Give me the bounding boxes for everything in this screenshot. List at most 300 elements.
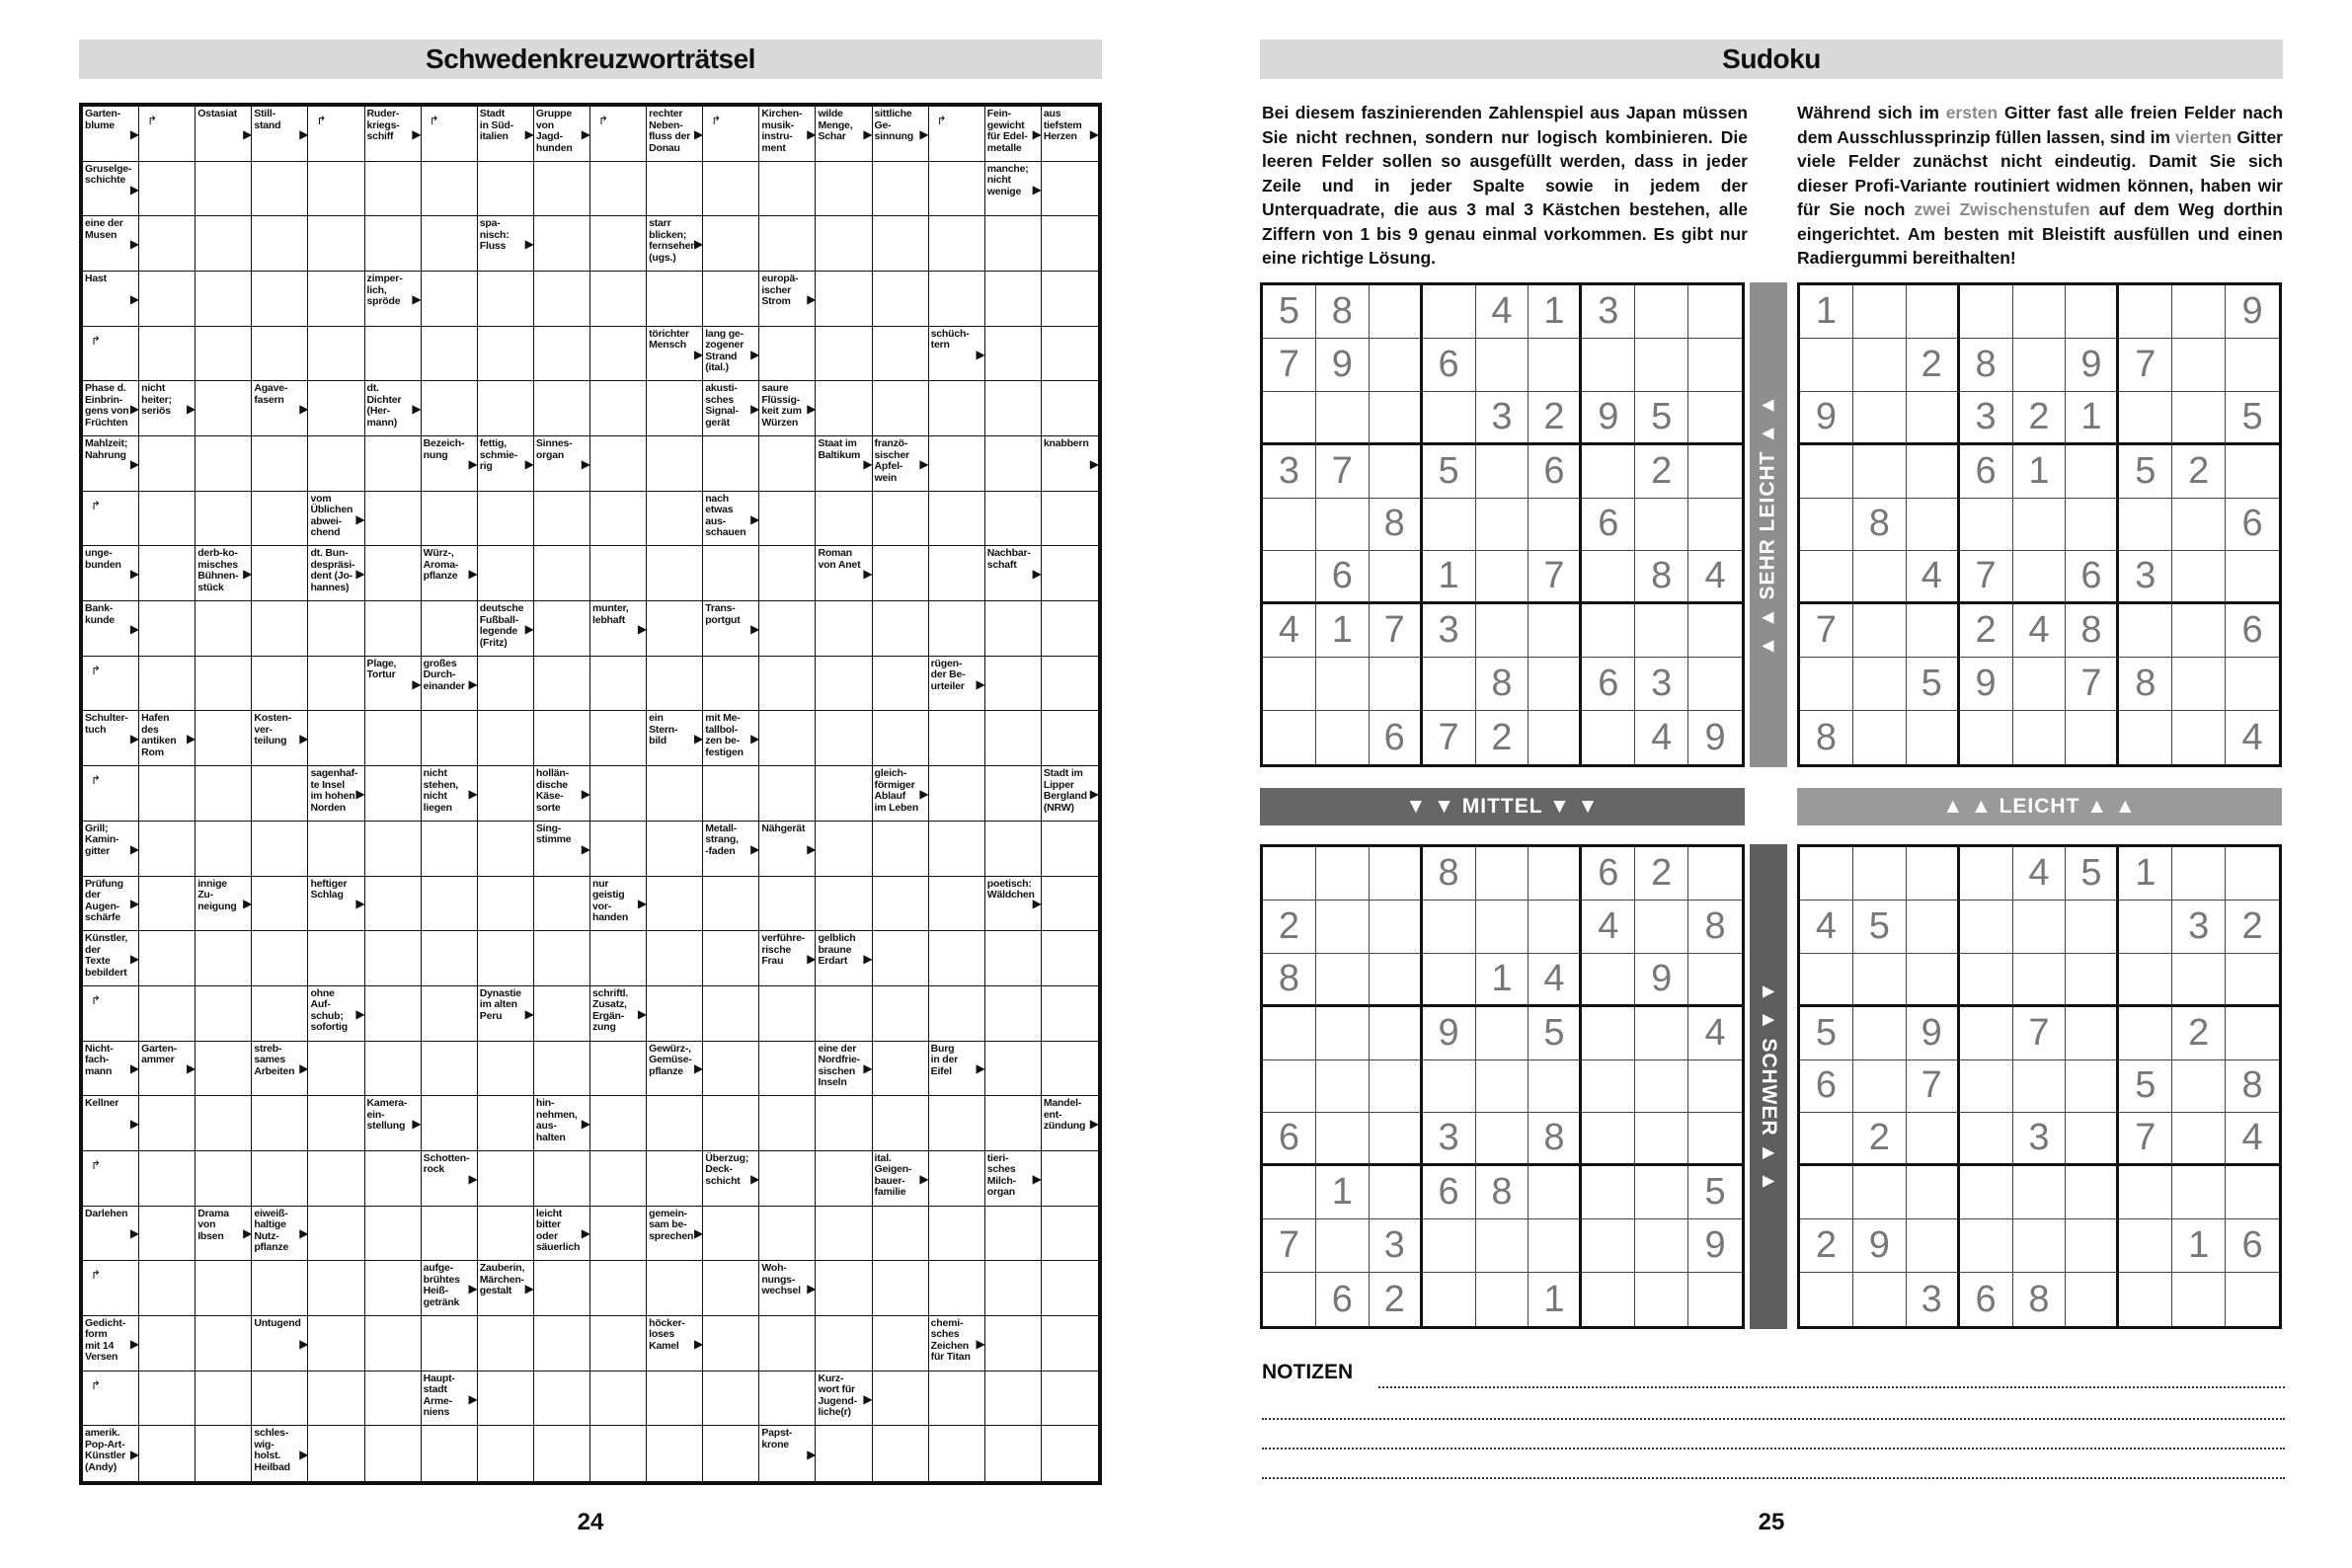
- crossword-answer-cell[interactable]: [873, 657, 929, 712]
- sudoku-empty-cell[interactable]: [1370, 954, 1423, 1007]
- sudoku-empty-cell[interactable]: [2066, 711, 2119, 764]
- crossword-answer-cell[interactable]: [1042, 327, 1098, 382]
- sudoku-empty-cell[interactable]: [1907, 1166, 1960, 1219]
- crossword-answer-cell[interactable]: [308, 1426, 364, 1481]
- crossword-answer-cell[interactable]: [196, 1096, 252, 1151]
- sudoku-empty-cell[interactable]: [1316, 711, 1370, 764]
- crossword-answer-cell[interactable]: [308, 822, 364, 877]
- crossword-answer-cell[interactable]: [308, 1042, 364, 1097]
- sudoku-empty-cell[interactable]: [2172, 285, 2226, 339]
- sudoku-empty-cell[interactable]: [2066, 1007, 2119, 1060]
- crossword-answer-cell[interactable]: [703, 1207, 759, 1262]
- sudoku-empty-cell[interactable]: [1688, 1113, 1742, 1166]
- crossword-answer-cell[interactable]: [139, 492, 196, 547]
- sudoku-empty-cell[interactable]: [1370, 339, 1423, 392]
- crossword-answer-cell[interactable]: [985, 1207, 1042, 1262]
- sudoku-empty-cell[interactable]: [2119, 604, 2172, 658]
- crossword-answer-cell[interactable]: [139, 931, 196, 986]
- crossword-answer-cell[interactable]: [590, 1261, 647, 1316]
- crossword-answer-cell[interactable]: [308, 657, 364, 712]
- crossword-answer-cell[interactable]: [929, 1151, 985, 1207]
- crossword-answer-cell[interactable]: [196, 436, 252, 492]
- sudoku-empty-cell[interactable]: [2013, 901, 2067, 954]
- crossword-answer-cell[interactable]: [929, 492, 985, 547]
- crossword-answer-cell[interactable]: [703, 1426, 759, 1481]
- crossword-answer-cell[interactable]: [647, 1372, 703, 1427]
- crossword-answer-cell[interactable]: [759, 216, 816, 272]
- crossword-answer-cell[interactable]: [422, 327, 478, 382]
- notes-line[interactable]: [1262, 1390, 2285, 1420]
- crossword-answer-cell[interactable]: [816, 1151, 872, 1207]
- crossword-answer-cell[interactable]: [139, 436, 196, 492]
- crossword-answer-cell[interactable]: [478, 657, 534, 712]
- sudoku-empty-cell[interactable]: [2172, 658, 2226, 711]
- crossword-answer-cell[interactable]: [252, 822, 308, 877]
- sudoku-empty-cell[interactable]: [1635, 499, 1688, 552]
- crossword-answer-cell[interactable]: [1042, 381, 1098, 436]
- crossword-answer-cell[interactable]: [534, 546, 590, 601]
- crossword-answer-cell[interactable]: [196, 216, 252, 272]
- crossword-answer-cell[interactable]: [252, 327, 308, 382]
- sudoku-empty-cell[interactable]: [2172, 604, 2226, 658]
- crossword-answer-cell[interactable]: [365, 327, 422, 382]
- crossword-answer-cell[interactable]: [647, 986, 703, 1042]
- crossword-answer-cell[interactable]: [647, 822, 703, 877]
- crossword-answer-cell[interactable]: [83, 327, 139, 382]
- crossword-answer-cell[interactable]: [816, 381, 872, 436]
- crossword-answer-cell[interactable]: [308, 1316, 364, 1372]
- sudoku-empty-cell[interactable]: [1853, 1060, 1907, 1114]
- crossword-answer-cell[interactable]: [647, 272, 703, 327]
- sudoku-empty-cell[interactable]: [1800, 551, 1853, 604]
- sudoku-empty-cell[interactable]: [2119, 392, 2172, 445]
- crossword-answer-cell[interactable]: [590, 1316, 647, 1372]
- notes-line[interactable]: [1378, 1361, 2285, 1388]
- sudoku-empty-cell[interactable]: [1582, 551, 1635, 604]
- sudoku-empty-cell[interactable]: [2172, 1060, 2226, 1114]
- sudoku-empty-cell[interactable]: [2013, 1166, 2067, 1219]
- sudoku-empty-cell[interactable]: [2013, 954, 2067, 1007]
- sudoku-empty-cell[interactable]: [2066, 954, 2119, 1007]
- crossword-answer-cell[interactable]: [308, 1096, 364, 1151]
- sudoku-empty-cell[interactable]: [2066, 1166, 2119, 1219]
- crossword-answer-cell[interactable]: [196, 601, 252, 657]
- crossword-answer-cell[interactable]: [816, 766, 872, 822]
- sudoku-empty-cell[interactable]: [1476, 1007, 1529, 1060]
- crossword-answer-cell[interactable]: [703, 657, 759, 712]
- crossword-answer-cell[interactable]: [816, 822, 872, 877]
- crossword-answer-cell[interactable]: [252, 272, 308, 327]
- crossword-answer-cell[interactable]: [985, 1426, 1042, 1481]
- crossword-answer-cell[interactable]: [985, 1042, 1042, 1097]
- sudoku-empty-cell[interactable]: [1688, 339, 1742, 392]
- notes-line[interactable]: [1262, 1420, 2285, 1450]
- crossword-answer-cell[interactable]: [83, 986, 139, 1042]
- crossword-answer-cell[interactable]: [139, 1096, 196, 1151]
- crossword-answer-cell[interactable]: [196, 711, 252, 766]
- crossword-answer-cell[interactable]: [308, 601, 364, 657]
- crossword-answer-cell[interactable]: [873, 711, 929, 766]
- sudoku-empty-cell[interactable]: [1423, 499, 1476, 552]
- crossword-answer-cell[interactable]: [929, 272, 985, 327]
- sudoku-empty-cell[interactable]: [2226, 954, 2279, 1007]
- sudoku-empty-cell[interactable]: [1800, 499, 1853, 552]
- sudoku-empty-cell[interactable]: [1800, 1273, 1853, 1326]
- crossword-answer-cell[interactable]: [816, 601, 872, 657]
- crossword-answer-cell[interactable]: [534, 1426, 590, 1481]
- crossword-answer-cell[interactable]: [83, 492, 139, 547]
- sudoku-empty-cell[interactable]: [2013, 499, 2067, 552]
- sudoku-empty-cell[interactable]: [1635, 339, 1688, 392]
- crossword-answer-cell[interactable]: [590, 1096, 647, 1151]
- crossword-answer-cell[interactable]: [478, 1151, 534, 1207]
- sudoku-empty-cell[interactable]: [1263, 847, 1316, 901]
- sudoku-empty-cell[interactable]: [1907, 847, 1960, 901]
- sudoku-empty-cell[interactable]: [1582, 445, 1635, 499]
- crossword-answer-cell[interactable]: [929, 546, 985, 601]
- crossword-answer-cell[interactable]: [873, 1426, 929, 1481]
- sudoku-empty-cell[interactable]: [1316, 392, 1370, 445]
- sudoku-empty-cell[interactable]: [2119, 499, 2172, 552]
- crossword-answer-cell[interactable]: [590, 327, 647, 382]
- sudoku-empty-cell[interactable]: [1688, 392, 1742, 445]
- sudoku-empty-cell[interactable]: [1853, 604, 1907, 658]
- crossword-answer-cell[interactable]: [196, 492, 252, 547]
- sudoku-empty-cell[interactable]: [1688, 658, 1742, 711]
- crossword-answer-cell[interactable]: [139, 1372, 196, 1427]
- crossword-answer-cell[interactable]: [365, 877, 422, 932]
- crossword-answer-cell[interactable]: [590, 436, 647, 492]
- sudoku-empty-cell[interactable]: [2066, 445, 2119, 499]
- sudoku-empty-cell[interactable]: [1960, 1166, 2013, 1219]
- crossword-answer-cell[interactable]: [816, 711, 872, 766]
- sudoku-empty-cell[interactable]: [1853, 551, 1907, 604]
- crossword-answer-cell[interactable]: [422, 1316, 478, 1372]
- sudoku-empty-cell[interactable]: [1316, 901, 1370, 954]
- sudoku-empty-cell[interactable]: [1635, 1166, 1688, 1219]
- sudoku-empty-cell[interactable]: [1529, 1060, 1582, 1114]
- crossword-answer-cell[interactable]: [816, 492, 872, 547]
- crossword-answer-cell[interactable]: [308, 436, 364, 492]
- sudoku-empty-cell[interactable]: [1529, 339, 1582, 392]
- sudoku-empty-cell[interactable]: [1853, 1007, 1907, 1060]
- sudoku-empty-cell[interactable]: [2013, 658, 2067, 711]
- sudoku-empty-cell[interactable]: [2172, 392, 2226, 445]
- crossword-answer-cell[interactable]: [590, 492, 647, 547]
- sudoku-empty-cell[interactable]: [1476, 445, 1529, 499]
- sudoku-empty-cell[interactable]: [1853, 339, 1907, 392]
- crossword-answer-cell[interactable]: [196, 1261, 252, 1316]
- crossword-answer-cell[interactable]: [365, 601, 422, 657]
- crossword-answer-cell[interactable]: [873, 272, 929, 327]
- sudoku-empty-cell[interactable]: [2226, 1273, 2279, 1326]
- sudoku-empty-cell[interactable]: [1476, 1219, 1529, 1273]
- crossword-answer-cell[interactable]: [590, 931, 647, 986]
- sudoku-empty-cell[interactable]: [2172, 1166, 2226, 1219]
- crossword-answer-cell[interactable]: [873, 162, 929, 217]
- crossword-answer-cell[interactable]: [929, 107, 985, 162]
- crossword-answer-cell[interactable]: [422, 492, 478, 547]
- crossword-answer-cell[interactable]: [985, 1316, 1042, 1372]
- crossword-answer-cell[interactable]: [196, 272, 252, 327]
- sudoku-empty-cell[interactable]: [1688, 1273, 1742, 1326]
- crossword-answer-cell[interactable]: [759, 766, 816, 822]
- sudoku-empty-cell[interactable]: [2226, 847, 2279, 901]
- crossword-answer-cell[interactable]: [929, 766, 985, 822]
- crossword-answer-cell[interactable]: [1042, 1316, 1098, 1372]
- sudoku-empty-cell[interactable]: [1960, 1113, 2013, 1166]
- sudoku-empty-cell[interactable]: [1907, 285, 1960, 339]
- sudoku-empty-cell[interactable]: [1960, 1219, 2013, 1273]
- crossword-answer-cell[interactable]: [590, 766, 647, 822]
- sudoku-empty-cell[interactable]: [2172, 339, 2226, 392]
- sudoku-empty-cell[interactable]: [1800, 339, 1853, 392]
- sudoku-empty-cell[interactable]: [1907, 1219, 1960, 1273]
- sudoku-empty-cell[interactable]: [2013, 1060, 2067, 1114]
- crossword-answer-cell[interactable]: [1042, 1042, 1098, 1097]
- crossword-answer-cell[interactable]: [873, 492, 929, 547]
- sudoku-empty-cell[interactable]: [1960, 901, 2013, 954]
- crossword-answer-cell[interactable]: [139, 1151, 196, 1207]
- crossword-answer-cell[interactable]: [816, 1096, 872, 1151]
- sudoku-empty-cell[interactable]: [1688, 954, 1742, 1007]
- sudoku-empty-cell[interactable]: [1635, 1113, 1688, 1166]
- crossword-answer-cell[interactable]: [308, 272, 364, 327]
- sudoku-empty-cell[interactable]: [1582, 711, 1635, 764]
- crossword-answer-cell[interactable]: [929, 931, 985, 986]
- crossword-answer-cell[interactable]: [252, 162, 308, 217]
- crossword-answer-cell[interactable]: [590, 272, 647, 327]
- crossword-answer-cell[interactable]: [647, 877, 703, 932]
- crossword-answer-cell[interactable]: [365, 711, 422, 766]
- crossword-answer-cell[interactable]: [139, 657, 196, 712]
- crossword-answer-cell[interactable]: [365, 1207, 422, 1262]
- crossword-answer-cell[interactable]: [985, 822, 1042, 877]
- crossword-answer-cell[interactable]: [534, 601, 590, 657]
- sudoku-empty-cell[interactable]: [1370, 1060, 1423, 1114]
- sudoku-empty-cell[interactable]: [1688, 445, 1742, 499]
- sudoku-empty-cell[interactable]: [2172, 551, 2226, 604]
- crossword-answer-cell[interactable]: [985, 766, 1042, 822]
- crossword-answer-cell[interactable]: [873, 216, 929, 272]
- crossword-answer-cell[interactable]: [985, 492, 1042, 547]
- sudoku-empty-cell[interactable]: [1476, 499, 1529, 552]
- crossword-answer-cell[interactable]: [83, 766, 139, 822]
- sudoku-empty-cell[interactable]: [1423, 1219, 1476, 1273]
- crossword-answer-cell[interactable]: [759, 657, 816, 712]
- crossword-answer-cell[interactable]: [873, 327, 929, 382]
- sudoku-empty-cell[interactable]: [1800, 1166, 1853, 1219]
- crossword-answer-cell[interactable]: [422, 822, 478, 877]
- sudoku-empty-cell[interactable]: [1635, 1060, 1688, 1114]
- crossword-answer-cell[interactable]: [252, 766, 308, 822]
- sudoku-empty-cell[interactable]: [1370, 1166, 1423, 1219]
- sudoku-empty-cell[interactable]: [1316, 847, 1370, 901]
- crossword-answer-cell[interactable]: [873, 1261, 929, 1316]
- crossword-answer-cell[interactable]: [759, 436, 816, 492]
- crossword-answer-cell[interactable]: [139, 766, 196, 822]
- sudoku-empty-cell[interactable]: [1853, 658, 1907, 711]
- crossword-answer-cell[interactable]: [365, 1426, 422, 1481]
- sudoku-empty-cell[interactable]: [1529, 1166, 1582, 1219]
- crossword-answer-cell[interactable]: [534, 1316, 590, 1372]
- sudoku-empty-cell[interactable]: [1907, 1113, 1960, 1166]
- crossword-answer-cell[interactable]: [1042, 657, 1098, 712]
- crossword-answer-cell[interactable]: [873, 381, 929, 436]
- crossword-answer-cell[interactable]: [196, 657, 252, 712]
- sudoku-empty-cell[interactable]: [1688, 499, 1742, 552]
- sudoku-empty-cell[interactable]: [1582, 1007, 1635, 1060]
- sudoku-empty-cell[interactable]: [1476, 604, 1529, 658]
- crossword-answer-cell[interactable]: [759, 1042, 816, 1097]
- sudoku-empty-cell[interactable]: [2066, 1113, 2119, 1166]
- crossword-answer-cell[interactable]: [365, 1316, 422, 1372]
- sudoku-empty-cell[interactable]: [1263, 1007, 1316, 1060]
- sudoku-empty-cell[interactable]: [1960, 1060, 2013, 1114]
- crossword-answer-cell[interactable]: [985, 1096, 1042, 1151]
- sudoku-empty-cell[interactable]: [1582, 1113, 1635, 1166]
- crossword-answer-cell[interactable]: [929, 1426, 985, 1481]
- sudoku-empty-cell[interactable]: [1476, 847, 1529, 901]
- crossword-answer-cell[interactable]: [534, 327, 590, 382]
- crossword-answer-cell[interactable]: [365, 216, 422, 272]
- sudoku-empty-cell[interactable]: [2119, 954, 2172, 1007]
- sudoku-empty-cell[interactable]: [1316, 499, 1370, 552]
- crossword-answer-cell[interactable]: [308, 1207, 364, 1262]
- crossword-answer-cell[interactable]: [139, 986, 196, 1042]
- crossword-answer-cell[interactable]: [478, 877, 534, 932]
- crossword-answer-cell[interactable]: [252, 1096, 308, 1151]
- sudoku-empty-cell[interactable]: [2172, 711, 2226, 764]
- sudoku-empty-cell[interactable]: [1907, 954, 1960, 1007]
- crossword-answer-cell[interactable]: [1042, 216, 1098, 272]
- crossword-answer-cell[interactable]: [703, 162, 759, 217]
- sudoku-empty-cell[interactable]: [1476, 339, 1529, 392]
- sudoku-empty-cell[interactable]: [2119, 901, 2172, 954]
- crossword-answer-cell[interactable]: [816, 162, 872, 217]
- crossword-answer-cell[interactable]: [478, 1316, 534, 1372]
- sudoku-empty-cell[interactable]: [1423, 901, 1476, 954]
- sudoku-empty-cell[interactable]: [2172, 499, 2226, 552]
- crossword-answer-cell[interactable]: [647, 601, 703, 657]
- crossword-answer-cell[interactable]: [703, 272, 759, 327]
- sudoku-empty-cell[interactable]: [2013, 339, 2067, 392]
- crossword-answer-cell[interactable]: [534, 1151, 590, 1207]
- crossword-answer-cell[interactable]: [308, 107, 364, 162]
- crossword-answer-cell[interactable]: [985, 327, 1042, 382]
- sudoku-empty-cell[interactable]: [1316, 658, 1370, 711]
- crossword-answer-cell[interactable]: [759, 1096, 816, 1151]
- sudoku-empty-cell[interactable]: [1263, 1273, 1316, 1326]
- sudoku-empty-cell[interactable]: [1263, 658, 1316, 711]
- crossword-answer-cell[interactable]: [534, 877, 590, 932]
- crossword-answer-cell[interactable]: [534, 1042, 590, 1097]
- sudoku-empty-cell[interactable]: [1370, 445, 1423, 499]
- crossword-answer-cell[interactable]: [759, 162, 816, 217]
- crossword-answer-cell[interactable]: [816, 216, 872, 272]
- crossword-answer-cell[interactable]: [534, 1372, 590, 1427]
- crossword-answer-cell[interactable]: [759, 601, 816, 657]
- sudoku-empty-cell[interactable]: [2172, 1113, 2226, 1166]
- crossword-answer-cell[interactable]: [422, 877, 478, 932]
- crossword-answer-cell[interactable]: [308, 381, 364, 436]
- crossword-answer-cell[interactable]: [478, 766, 534, 822]
- sudoku-empty-cell[interactable]: [1316, 954, 1370, 1007]
- crossword-answer-cell[interactable]: [139, 216, 196, 272]
- sudoku-empty-cell[interactable]: [1582, 1219, 1635, 1273]
- crossword-answer-cell[interactable]: [929, 436, 985, 492]
- sudoku-empty-cell[interactable]: [1316, 1007, 1370, 1060]
- crossword-answer-cell[interactable]: [478, 822, 534, 877]
- sudoku-empty-cell[interactable]: [1635, 1219, 1688, 1273]
- sudoku-empty-cell[interactable]: [1476, 1113, 1529, 1166]
- sudoku-empty-cell[interactable]: [1316, 1219, 1370, 1273]
- crossword-answer-cell[interactable]: [703, 436, 759, 492]
- crossword-answer-cell[interactable]: [365, 1261, 422, 1316]
- sudoku-empty-cell[interactable]: [1960, 285, 2013, 339]
- crossword-answer-cell[interactable]: [590, 381, 647, 436]
- crossword-answer-cell[interactable]: [478, 711, 534, 766]
- crossword-answer-cell[interactable]: [590, 1207, 647, 1262]
- crossword-answer-cell[interactable]: [873, 822, 929, 877]
- crossword-answer-cell[interactable]: [759, 877, 816, 932]
- crossword-answer-cell[interactable]: [703, 766, 759, 822]
- sudoku-empty-cell[interactable]: [1688, 847, 1742, 901]
- crossword-answer-cell[interactable]: [478, 162, 534, 217]
- crossword-answer-cell[interactable]: [647, 766, 703, 822]
- crossword-answer-cell[interactable]: [1042, 986, 1098, 1042]
- crossword-answer-cell[interactable]: [365, 766, 422, 822]
- crossword-answer-cell[interactable]: [703, 986, 759, 1042]
- sudoku-empty-cell[interactable]: [1853, 847, 1907, 901]
- sudoku-empty-cell[interactable]: [1853, 445, 1907, 499]
- crossword-answer-cell[interactable]: [534, 216, 590, 272]
- sudoku-empty-cell[interactable]: [1960, 1007, 2013, 1060]
- crossword-answer-cell[interactable]: [534, 986, 590, 1042]
- sudoku-empty-cell[interactable]: [1263, 711, 1316, 764]
- crossword-answer-cell[interactable]: [985, 1372, 1042, 1427]
- crossword-answer-cell[interactable]: [478, 492, 534, 547]
- crossword-answer-cell[interactable]: [703, 546, 759, 601]
- crossword-answer-cell[interactable]: [196, 1042, 252, 1097]
- crossword-answer-cell[interactable]: [703, 107, 759, 162]
- crossword-answer-cell[interactable]: [308, 711, 364, 766]
- sudoku-empty-cell[interactable]: [1907, 499, 1960, 552]
- crossword-answer-cell[interactable]: [308, 162, 364, 217]
- crossword-answer-cell[interactable]: [590, 1042, 647, 1097]
- sudoku-empty-cell[interactable]: [1582, 604, 1635, 658]
- crossword-answer-cell[interactable]: [1042, 931, 1098, 986]
- crossword-answer-cell[interactable]: [422, 216, 478, 272]
- crossword-answer-cell[interactable]: [647, 546, 703, 601]
- sudoku-empty-cell[interactable]: [1688, 604, 1742, 658]
- crossword-answer-cell[interactable]: [365, 931, 422, 986]
- crossword-answer-cell[interactable]: [703, 216, 759, 272]
- sudoku-empty-cell[interactable]: [2066, 1060, 2119, 1114]
- sudoku-empty-cell[interactable]: [1635, 285, 1688, 339]
- sudoku-empty-cell[interactable]: [1529, 901, 1582, 954]
- crossword-answer-cell[interactable]: [985, 1261, 1042, 1316]
- sudoku-empty-cell[interactable]: [1423, 285, 1476, 339]
- crossword-answer-cell[interactable]: [252, 546, 308, 601]
- sudoku-empty-cell[interactable]: [1476, 901, 1529, 954]
- sudoku-empty-cell[interactable]: [1476, 551, 1529, 604]
- crossword-answer-cell[interactable]: [252, 877, 308, 932]
- crossword-answer-cell[interactable]: [759, 986, 816, 1042]
- crossword-answer-cell[interactable]: [1042, 546, 1098, 601]
- crossword-answer-cell[interactable]: [929, 381, 985, 436]
- crossword-answer-cell[interactable]: [196, 381, 252, 436]
